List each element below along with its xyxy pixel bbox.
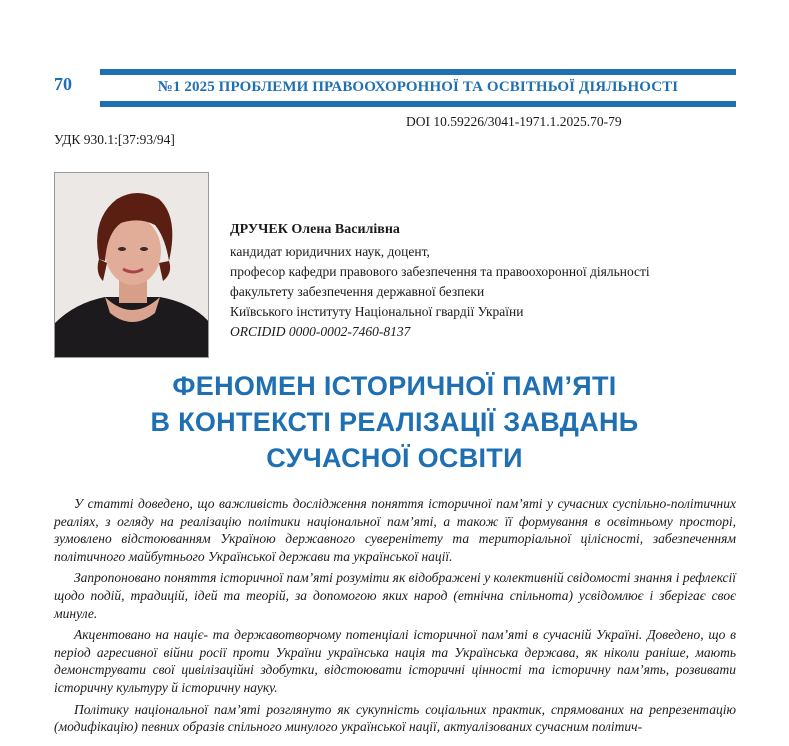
title-line-3: СУЧАСНОЇ ОСВІТИ bbox=[266, 443, 523, 473]
article-title bbox=[0, 368, 789, 476]
udk-code: УДК 930.1:[37:93/94] bbox=[54, 132, 175, 147]
page-number: 70 bbox=[54, 74, 72, 94]
author-position: професор кафедри правового забезпечення та правоохоронної діяльності bbox=[230, 264, 650, 279]
author-degree: кандидат юридичних наук, доцент, bbox=[230, 244, 430, 259]
author-photo bbox=[54, 172, 209, 358]
abstract-paragraph: Акцентовано на націє- та державотворчому потенціалі історичної пам’яті в сучасній Україні. Доведено, що в період агресивної війни росії проти України українська нація та Українська держава, як ніколи раніше, мають демонструвати свої цивілізаційні здобутки, відстоювати історичні цінності та історичну пам’ять, розвивати історичну культуру й історичну науку. bbox=[54, 627, 736, 695]
header-rule-bottom bbox=[100, 101, 736, 107]
title-line-2: В КОНТЕКСТІ РЕАЛІЗАЦІЇ ЗАВДАНЬ bbox=[150, 407, 639, 437]
author-faculty: факультету забезпечення державної безпеки bbox=[230, 284, 485, 299]
doi: DOI 10.59226/3041-1971.1.2025.70-79 bbox=[406, 114, 622, 129]
abstract-paragraph: У статті доведено, що важливість дослідження поняття історичної пам’яті у сучасних суспільно-політичних реаліях, з огляду на реалізацію політики національної пам’яті, а також її формування в освітньому просторі, зумовлено відстоюванням Україною державного суверенітету та територіальної цілісності, забезпеченням політичного майбутнього Української держави та української нації. bbox=[54, 496, 736, 564]
author-institute: Київського інституту Національної гвардії України bbox=[230, 304, 524, 319]
header-rule-top bbox=[100, 69, 736, 75]
abstract-paragraph: Політику національної пам’яті розглянуто як сукупність соціальних практик, спрямованих на репрезентацію (модифікацію) певних образів спільного минулого української нації, актуалізованих сучасним політич- bbox=[54, 701, 736, 735]
title-line-1: ФЕНОМЕН ІСТОРИЧНОЇ ПАМ’ЯТІ bbox=[172, 371, 617, 401]
author-orcid: ORCIDID 0000-0002-7460-8137 bbox=[230, 324, 411, 339]
abstract-paragraph: Запропоновано поняття історичної пам’яті розуміти як відображені у колективній свідомості знання і рефлексії щодо подій, традицій, ідей та теорій, за допомогою яких народ (етнічна спільнота) усвідомлює і зберігає своє минуле. bbox=[54, 570, 736, 621]
journal-title: №1 2025 ПРОБЛЕМИ ПРАВООХОРОННОЇ ТА ОСВІТНЬОЇ ДІЯЛЬНОСТІ bbox=[157, 79, 679, 95]
abstract bbox=[54, 495, 736, 740]
author-info bbox=[230, 220, 650, 342]
author-name: ДРУЧЕК Олена Василівна bbox=[230, 222, 400, 237]
